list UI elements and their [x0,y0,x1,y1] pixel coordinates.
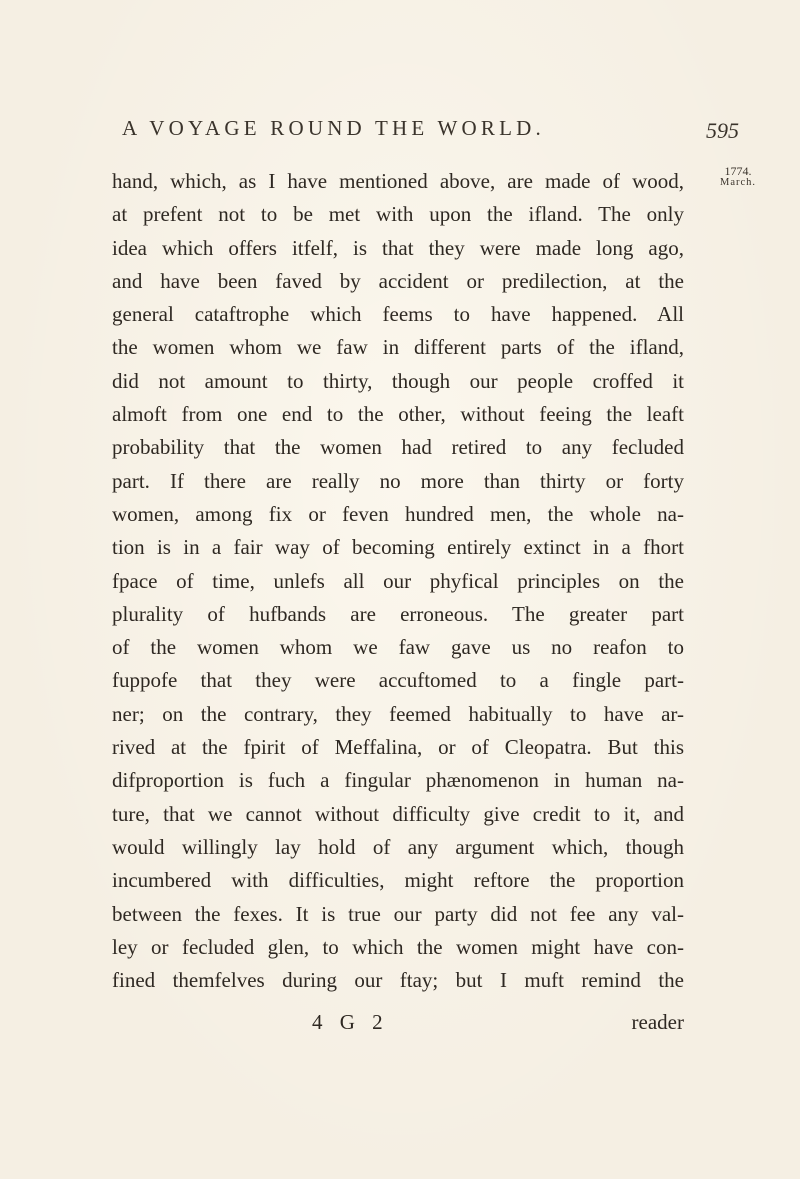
text-line: women, among fix or feven hundred men, the whole na- [112,501,684,526]
text-line: ley or fecluded glen, to which the women might have con- [112,934,684,959]
text-line: between the fexes. It is true our party did not fee any val- [112,901,684,926]
body-text [112,165,684,997]
text-line: rived at the fpirit of Meffalina, or of Cleopatra. But this [112,735,684,760]
text-line: fpace of time, unlefs all our phyfical principles on the [112,568,684,593]
catchword: reader [631,1010,684,1034]
text-line: general cataftrophe which feems to have happened. All [112,302,684,327]
text-line: did not amount to thirty, though our people croffed it [112,368,684,393]
text-line: incumbered with difficulties, might reftore the proportion [112,868,684,893]
text-line: of the women whom we faw gave us no reafon to [112,635,684,660]
text-line: and have been faved by accident or predilection, at the [112,268,684,293]
signature-mark: 4 G 2 [312,1010,389,1034]
page-number: 595 [706,118,739,143]
text-line: difproportion is fuch a fingular phænomenon in human na- [112,768,684,793]
text-line: almoft from one end to the other, without feeing the leaft [112,402,684,427]
text-line: idea which offers itfelf, is that they were made long ago, [112,235,684,260]
text-line: plurality of hufbands are erroneous. The greater part [112,601,684,626]
text-line: ture, that we cannot without difficulty give credit to it, and [112,801,684,826]
margin-date-note [708,165,768,189]
text-line: probability that the women had retired to any fecluded [112,435,684,460]
margin-year: 1774. [724,164,752,178]
margin-month: March. [719,177,757,188]
text-line: the women whom we faw in different parts of the ifland, [112,335,684,360]
text-line: part. If there are really no more than thirty or forty [112,468,684,493]
text-line: hand, which, as I have mentioned above, are made of wood, [112,169,684,193]
text-line: fuppofe that they were accuftomed to a fingle part- [112,668,684,693]
running-title: A VOYAGE ROUND THE WORLD. [122,116,545,140]
text-line: at prefent not to be met with upon the ifland. The only [112,202,684,227]
text-line: would willingly lay hold of any argument which, though [112,834,684,859]
page-footer [112,1010,684,1040]
text-line: ner; on the contrary, they feemed habitually to have ar- [112,701,684,726]
text-line: tion is in a fair way of becoming entirely extinct in a fhort [112,535,684,560]
text-line: fined themfelves during our ftay; but I muft remind the [112,968,684,993]
